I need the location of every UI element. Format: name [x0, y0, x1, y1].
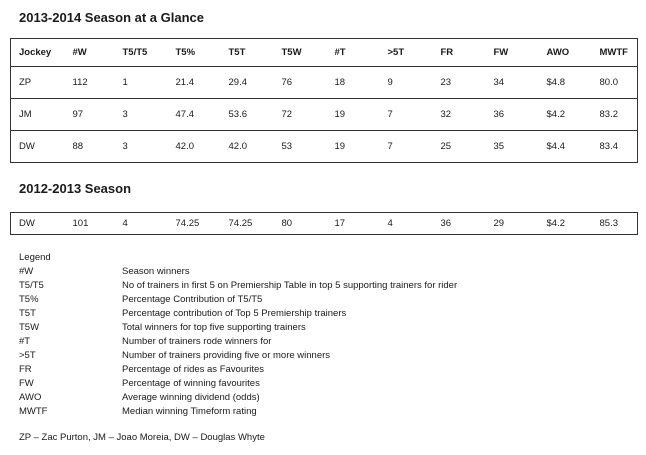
- season-2013-2014-table: [10, 38, 638, 163]
- table-cell: 25: [433, 131, 486, 163]
- table-cell: 83.2: [592, 99, 638, 131]
- season-2012-2013-table: [10, 212, 638, 235]
- table-cell: DW: [11, 213, 65, 235]
- column-header: FW: [486, 39, 539, 67]
- table-cell: 19: [327, 99, 380, 131]
- table-cell: 80: [274, 213, 327, 235]
- legend-abbreviation: T5W: [19, 322, 40, 333]
- table-cell: $4.2: [539, 213, 592, 235]
- legend-abbreviation: #T: [19, 336, 31, 347]
- table-cell: 17: [327, 213, 380, 235]
- legend-item: [19, 307, 457, 321]
- table-cell: 72: [274, 99, 327, 131]
- table-cell: 1: [115, 67, 168, 99]
- table-cell: 35: [486, 131, 539, 163]
- column-header: Jockey: [11, 39, 65, 67]
- legend-abbreviation: AWO: [19, 392, 42, 403]
- column-header: T5W: [274, 39, 327, 67]
- table-cell: 101: [65, 213, 115, 235]
- legend-item: [19, 363, 457, 377]
- table-header-row: [11, 39, 638, 67]
- table-cell: $4.2: [539, 99, 592, 131]
- legend-item: [19, 349, 457, 363]
- table-cell: 19: [327, 131, 380, 163]
- table-cell: 23: [433, 67, 486, 99]
- table-cell: 18: [327, 67, 380, 99]
- table-cell: 7: [380, 131, 433, 163]
- jockey-footnote: ZP – Zac Purton, JM – Joao Moreia, DW – Douglas Whyte: [19, 432, 265, 443]
- column-header: T5%: [168, 39, 221, 67]
- table-row: [11, 131, 638, 163]
- legend-item: [19, 391, 457, 405]
- table-cell: 4: [380, 213, 433, 235]
- legend-description: Median winning Timeform rating: [122, 406, 257, 417]
- table-cell: 9: [380, 67, 433, 99]
- legend-item: [19, 405, 457, 419]
- legend-abbreviation: T5%: [19, 294, 39, 305]
- legend-description: No of trainers in first 5 on Premiership Table in top 5 supporting trainers for rider: [122, 280, 458, 291]
- table-cell: 7: [380, 99, 433, 131]
- table-cell: 3: [115, 131, 168, 163]
- table-row: [11, 213, 638, 235]
- table-cell: 74.25: [168, 213, 221, 235]
- legend-description: Number of trainers rode winners for: [122, 336, 272, 347]
- column-header: #W: [65, 39, 115, 67]
- table-cell: 97: [65, 99, 115, 131]
- table-cell: 112: [65, 67, 115, 99]
- table-cell: 42.0: [221, 131, 274, 163]
- table-row: [11, 67, 638, 99]
- column-header: MWTF: [592, 39, 638, 67]
- table-cell: 3: [115, 99, 168, 131]
- table-cell: 29: [486, 213, 539, 235]
- column-header: #T: [327, 39, 380, 67]
- column-header: >5T: [380, 39, 433, 67]
- legend-abbreviation: #W: [19, 266, 34, 277]
- table-cell: 83.4: [592, 131, 638, 163]
- legend-abbreviation: MWTF: [19, 406, 48, 417]
- table-cell: 53: [274, 131, 327, 163]
- table-cell: $4.4: [539, 131, 592, 163]
- legend-description: Number of trainers providing five or more winners: [122, 350, 331, 361]
- legend-item: [19, 335, 457, 349]
- table-cell: 36: [486, 99, 539, 131]
- legend: [19, 251, 457, 419]
- table-cell: 76: [274, 67, 327, 99]
- table-row: [11, 99, 638, 131]
- table-cell: 4: [115, 213, 168, 235]
- table-cell: 32: [433, 99, 486, 131]
- table-cell: 34: [486, 67, 539, 99]
- legend-abbreviation: T5T: [19, 308, 36, 319]
- legend-description: Percentage of winning favourites: [122, 378, 260, 389]
- legend-description: Season winners: [122, 266, 190, 277]
- column-header: T5T: [221, 39, 274, 67]
- legend-item: [19, 377, 457, 391]
- season-2012-2013-title: 2012-2013 Season: [19, 181, 132, 196]
- legend-abbreviation: FW: [19, 378, 34, 389]
- table-cell: 36: [433, 213, 486, 235]
- legend-item: [19, 279, 457, 293]
- table-cell: 42.0: [168, 131, 221, 163]
- legend-heading: Legend: [19, 252, 51, 263]
- table-cell: 88: [65, 131, 115, 163]
- column-header: T5/T5: [115, 39, 168, 67]
- legend-item: [19, 293, 457, 307]
- table-cell: $4.8: [539, 67, 592, 99]
- table-cell: DW: [11, 131, 65, 163]
- table-cell: 53.6: [221, 99, 274, 131]
- table-cell: 21.4: [168, 67, 221, 99]
- legend-description: Percentage contribution of Top 5 Premiership trainers: [122, 308, 347, 319]
- legend-abbreviation: FR: [19, 364, 32, 375]
- column-header: FR: [433, 39, 486, 67]
- legend-abbreviation: T5/T5: [19, 280, 44, 291]
- table-cell: JM: [11, 99, 65, 131]
- season-2013-2014-title: 2013-2014 Season at a Glance: [19, 10, 205, 25]
- table-cell: ZP: [11, 67, 65, 99]
- legend-description: Percentage Contribution of T5/T5: [122, 294, 263, 305]
- legend-item: [19, 265, 457, 279]
- table-cell: 85.3: [592, 213, 638, 235]
- legend-item: [19, 321, 457, 335]
- legend-abbreviation: >5T: [19, 350, 36, 361]
- legend-description: Average winning dividend (odds): [122, 392, 260, 403]
- legend-list: [19, 265, 457, 419]
- legend-description: Total winners for top five supporting trainers: [122, 322, 306, 333]
- legend-description: Percentage of rides as Favourites: [122, 364, 265, 375]
- table-cell: 47.4: [168, 99, 221, 131]
- table-cell: 74.25: [221, 213, 274, 235]
- table-cell: 29.4: [221, 67, 274, 99]
- column-header: AWO: [539, 39, 592, 67]
- table-cell: 80.0: [592, 67, 638, 99]
